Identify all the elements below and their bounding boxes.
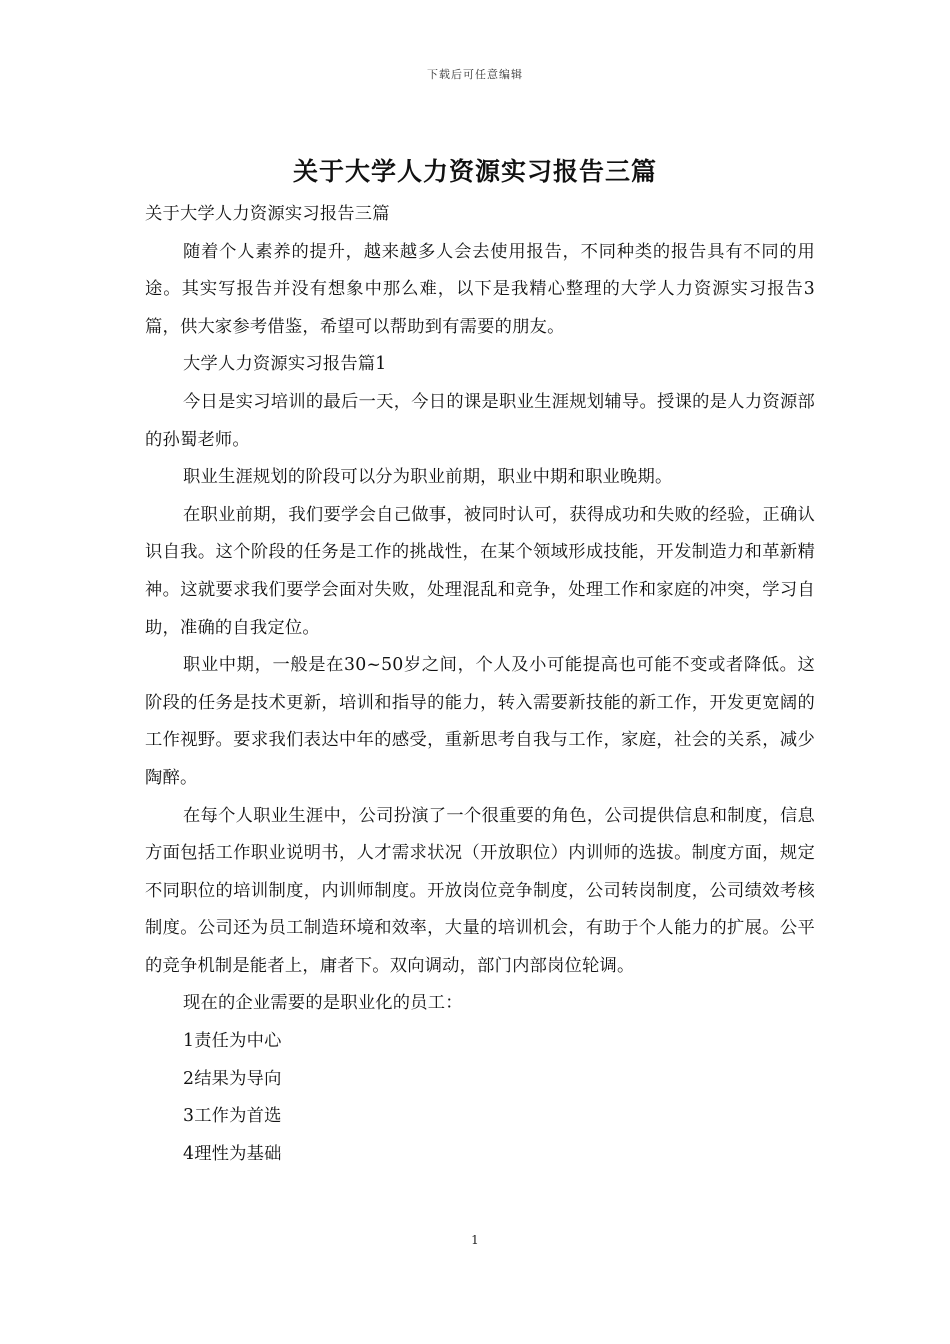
- list-item: 2结果为导向: [183, 1068, 282, 1089]
- document-title: 关于大学人力资源实习报告三篇: [292, 157, 657, 186]
- body-paragraph: 在职业前期，我们要学会自己做事，被同时认可，获得成功和失败的经验，正确认识自我。这个阶段的任务是工作的挑战性，在某个领域形成技能，开发制造力和革新精神。这就要求我们要学会面对失败，处理混乱和竞争，处理工作和家庭的冲突，学习自助，准确的自我定位。: [145, 504, 815, 638]
- body-paragraph: 在每个人职业生涯中，公司扮演了一个很重要的角色，公司提供信息和制度，信息方面包括工作职业说明书，人才需求状况（开放职位）内训师的选拔。制度方面，规定不同职位的培训制度，内训师制度。开放岗位竞争制度，公司转岗制度，公司绩效考核制度。公司还为员工制造环境和效率，大量的培训机会，有助于个人能力的扩展。公平的竞争机制是能者上，庸者下。双向调动，部门内部岗位轮调。: [145, 805, 815, 976]
- page-number: 1: [471, 1233, 479, 1247]
- header-note: 下载后可任意编辑: [427, 68, 523, 81]
- list-item: 3工作为首选: [183, 1106, 282, 1127]
- body-paragraph: 现在的企业需要的是职业化的员工：: [183, 993, 463, 1014]
- document-body: [145, 196, 815, 1173]
- body-paragraph: 今日是实习培训的最后一天，今日的课是职业生涯规划辅导。授课的是人力资源部的孙蜀老师。: [145, 391, 815, 450]
- list-item: 1责任为中心: [183, 1031, 282, 1052]
- list-item: 4理性为基础: [183, 1143, 282, 1164]
- intro-paragraph: 随着个人素养的提升，越来越多人会去使用报告，不同种类的报告具有不同的用途。其实写报告并没有想象中那么难，以下是我精心整理的大学人力资源实习报告3篇，供大家参考借鉴，希望可以帮助到有需要的朋友。: [145, 241, 815, 337]
- body-paragraph: 职业生涯规划的阶段可以分为职业前期，职业中期和职业晚期。: [183, 467, 673, 488]
- section-heading: 大学人力资源实习报告篇1: [183, 354, 387, 375]
- subtitle-paragraph: 关于大学人力资源实习报告三篇: [145, 204, 390, 224]
- body-paragraph: 职业中期，一般是在30~50岁之间，个人及小可能提高也可能不变或者降低。这阶段的任务是技术更新，培训和指导的能力，转入需要新技能的新工作，开发更宽阔的工作视野。要求我们表达中年的感受，重新思考自我与工作，家庭，社会的关系，减少陶醉。: [145, 655, 815, 788]
